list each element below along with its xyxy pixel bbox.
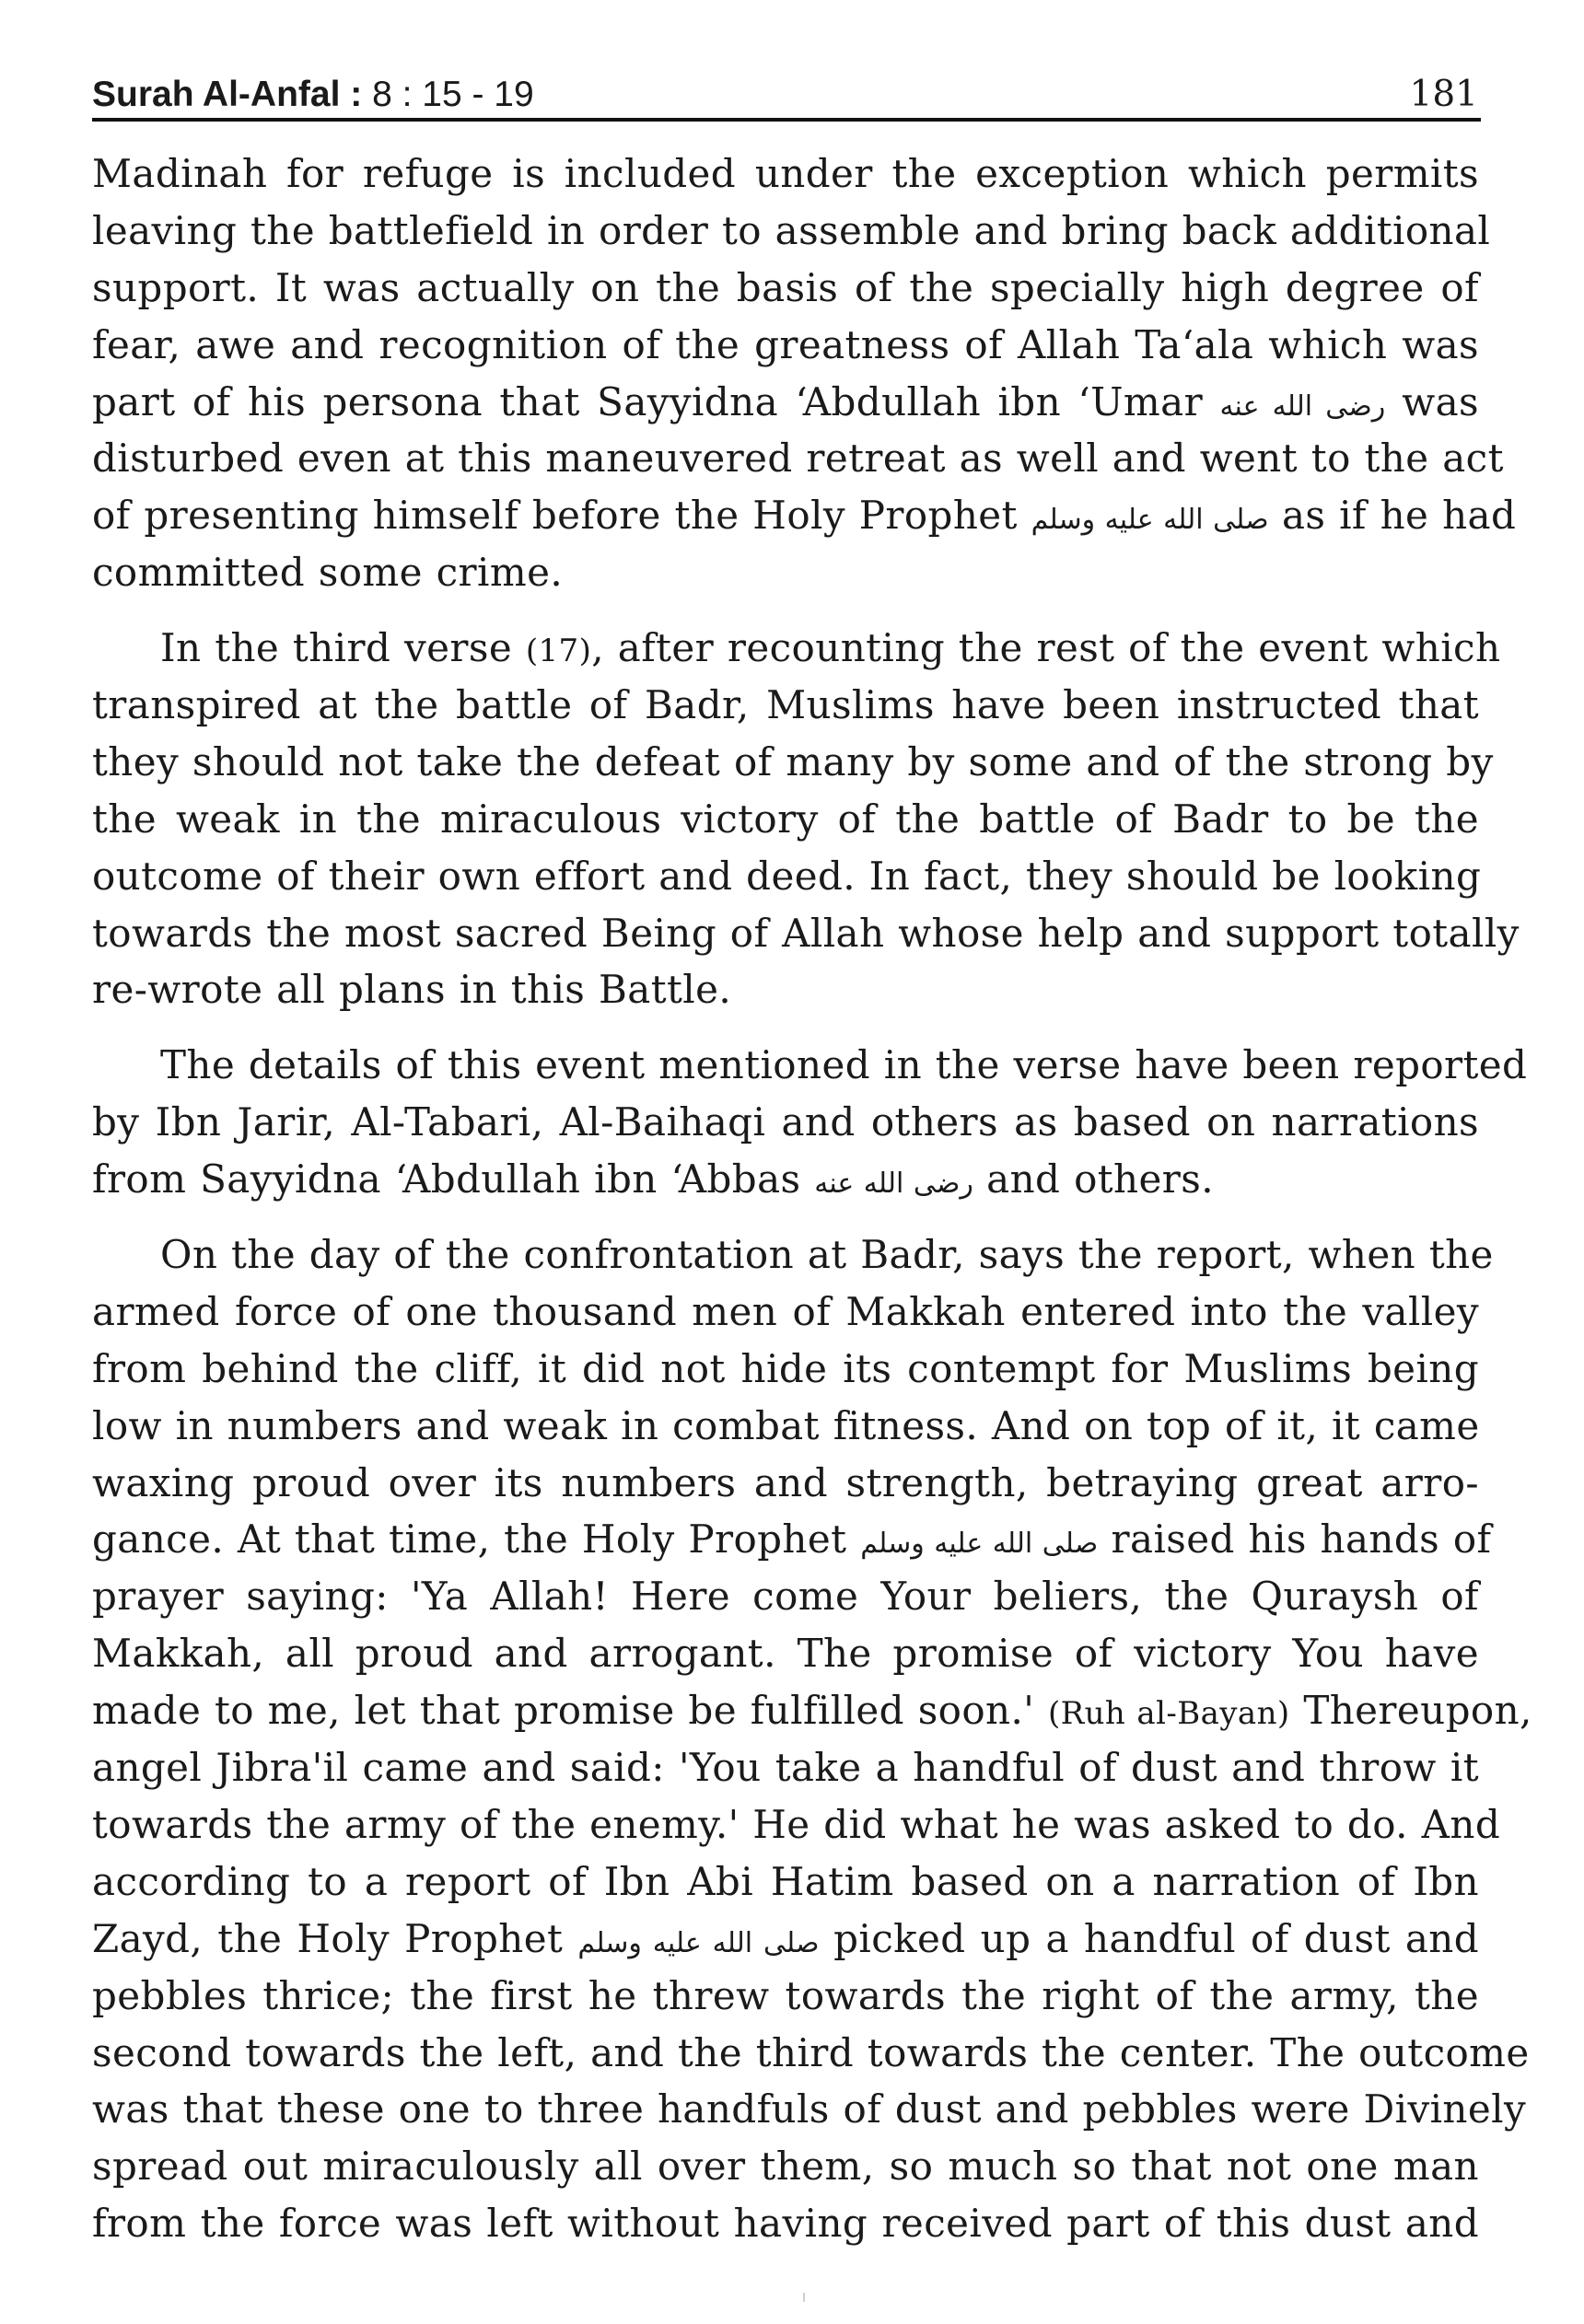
text-line: armed force of one thousand men of Makkah entered into the valley [92,1288,1479,1334]
text-line: from behind the cliff, it did not hide its contempt for Muslims being [92,1345,1479,1391]
arabic-salutation: صلى الله عليه وسلم [1031,504,1269,537]
text-line [92,620,1501,677]
text-line: prayer saying: 'Ya Allah! Here come Your beliers, the Quraysh of [92,1574,1479,1620]
text-line: Madinah for refuge is included under the exception which permits [92,151,1479,196]
text-line: was that these one to three handfuls of dust and pebbles were Divinely [92,2086,1527,2132]
text-line [92,487,1517,544]
text-line: second towards the left, and the third towards the center. The outcome [92,2029,1530,2075]
arabic-salutation: رضى الله عنه [814,1168,973,1201]
text-line: transpired at the battle of Badr, Muslims have been instructed that [92,682,1479,728]
text-segment: and others. [986,1156,1214,1203]
surah-name: Surah Al-Anfal : [92,75,363,114]
header-rule [92,118,1481,122]
text-segment: from Sayyidna ‘Abdullah ibn ‘Abbas [92,1156,801,1203]
text-segment: of presenting himself before the Holy Prophet [92,493,1018,539]
text-line: committed some crime. [92,550,564,596]
text-line: spread out miraculously all over them, so much so that not one man [92,2144,1479,2190]
text-line: re-wrote all plans in this Battle. [92,967,732,1013]
text-line: disturbed even at this maneuvered retreat as well and went to the act [92,436,1504,482]
header-title [92,76,534,112]
source-citation: (Ruh al-Bayan) [1047,1695,1290,1733]
page-number: 181 [1409,74,1478,115]
text-line: low in numbers and weak in combat fitness. And on top of it, it came [92,1402,1480,1448]
text-segment: In the third verse [160,625,513,671]
body-text [92,145,1532,2252]
text-line: leaving the battlefield in order to assemble and bring back additional [92,207,1491,253]
text-segment: , after recounting the rest of the event which [591,625,1501,671]
text-line [92,1911,1479,1968]
text-segment: part of his persona that Sayyidna ‘Abdullah ibn ‘Umar [92,378,1204,424]
arabic-salutation: صلى الله عليه وسلم [577,1926,820,1959]
text-segment: made to me, let that promise be fulfilled soon.' [92,1688,1035,1734]
verse-number: (17) [525,633,592,670]
verse-range: 8 : 15 - 19 [362,75,534,114]
text-line: according to a report of Ibn Abi Hatim based on a narration of Ibn [92,1858,1479,1904]
text-line: towards the army of the enemy.' He did what he was asked to do. And [92,1801,1501,1847]
paragraph-4 [92,1226,1532,2252]
text-line: they should not take the defeat of many by some and of the strong by [92,738,1494,784]
text-segment: picked up a handful of dust and [833,1915,1479,1961]
text-line: support. It was actually on the basis of the specially high degree of [92,264,1479,310]
text-segment: as if he had [1281,493,1517,539]
text-line: from the force was left without having received part of this dust and [92,2201,1479,2247]
text-line [92,374,1479,431]
text-line: waxing proud over its numbers and strength, betraying great arro- [92,1459,1479,1505]
paragraph-1 [92,145,1517,601]
text-line [92,1511,1492,1568]
text-line [92,1682,1532,1739]
text-line: angel Jibra'il came and said: 'You take a handful of dust and throw it [92,1745,1479,1791]
text-segment: Thereupon, [1303,1688,1532,1734]
arabic-salutation: رضى الله عنه [1219,389,1386,423]
text-segment: raised his hands of [1111,1516,1492,1563]
text-segment: Zayd, the Holy Prophet [92,1915,564,1961]
text-line: pebbles thrice; the first he threw towards the right of the army, the [92,1972,1479,2018]
arabic-salutation: صلى الله عليه وسلم [860,1528,1099,1561]
text-line: towards the most sacred Being of Allah whose help and support totally [92,910,1520,956]
text-line: the weak in the miraculous victory of the battle of Badr to be the [92,796,1479,842]
text-line: The details of this event mentioned in the verse have been reported [160,1042,1528,1088]
text-line: by Ibn Jarir, Al-Tabari, Al-Baihaqi and others as based on narrations [92,1099,1479,1145]
paragraph-3 [92,1037,1528,1208]
paragraph-2 [92,620,1520,1018]
scan-speck [803,2293,805,2302]
text-line [92,1151,1479,1208]
running-header [92,57,1478,115]
text-segment: gance. At that time, the Holy Prophet [92,1516,847,1563]
text-segment: was [1402,378,1479,424]
text-line: On the day of the confrontation at Badr, says the report, when the [160,1232,1494,1278]
text-line: Makkah, all proud and arrogant. The promise of victory You have [92,1631,1479,1677]
text-line: outcome of their own effort and deed. In fact, they should be looking [92,853,1482,899]
text-line: fear, awe and recognition of the greatness of Allah Ta‘ala which was [92,321,1479,367]
